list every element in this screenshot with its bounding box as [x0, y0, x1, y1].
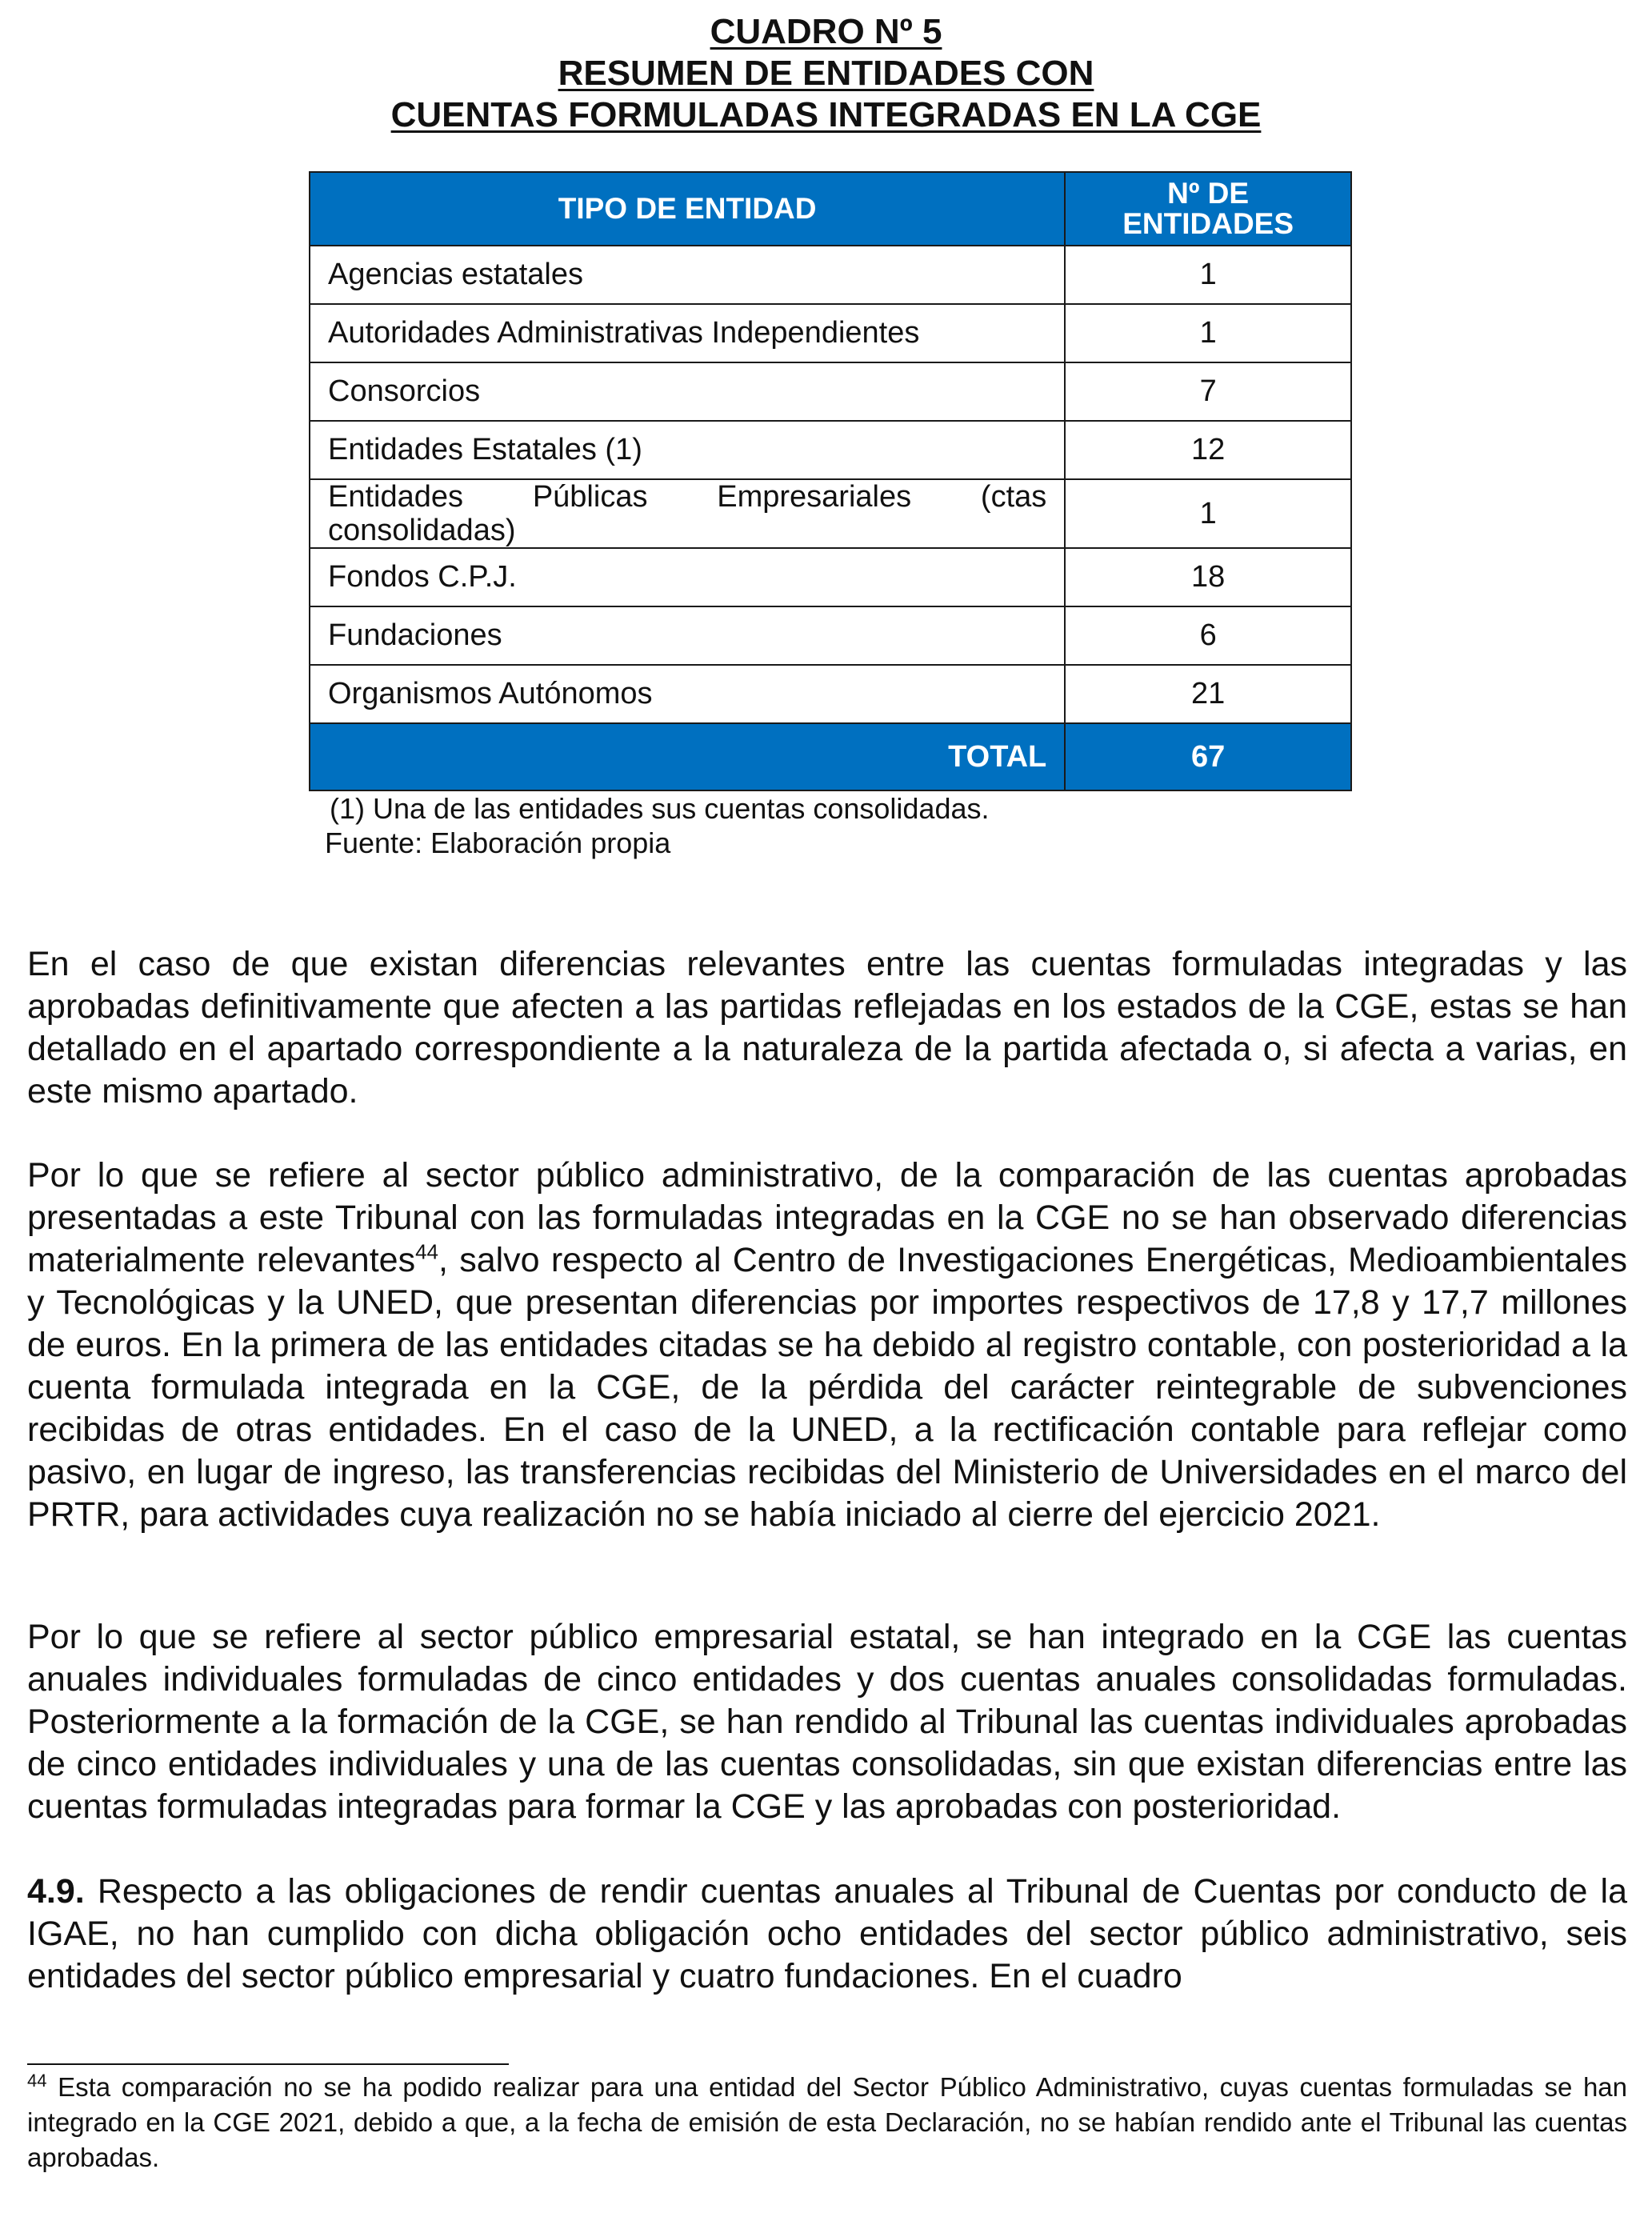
paragraph-3: Por lo que se refiere al sector público empresarial estatal, se han integrado en la CGE las cuentas anuales individuales formuladas de cinco entidades y dos cuentas anuales consolidadas formuladas. Posteriormente a la formación de la CGE, se han rendido al Tribunal las cuentas individuales aprobadas de cinco entidades individuales y una de las cuentas consolidadas, sin que existan diferencias entre las cuentas formuladas integradas para formar la CGE y las aprobadas con posterioridad. — [27, 1618, 1627, 1826]
footnote-text: Esta comparación no se ha podido realizar para una entidad del Sector Público Administrativo, cuyas cuentas formuladas se han integrado en la CGE 2021, debido a que, a la fecha de emisión de esta Declaración, no se habían rendido ante el Tribunal las cuentas aprobadas. — [27, 2072, 1627, 2172]
table-row — [310, 606, 1351, 665]
total-label: TOTAL — [310, 723, 1065, 790]
table-total-row — [310, 723, 1351, 790]
header-count-line-1: Nº DE — [1167, 177, 1250, 210]
entity-count-cell: 6 — [1065, 606, 1351, 665]
entity-type-cell: Entidades Públicas Empresariales (ctas consolidadas) — [310, 479, 1065, 548]
table-title — [0, 11, 1652, 136]
footnote-number: 44 — [27, 2071, 47, 2091]
footnote — [27, 2070, 1627, 2175]
title-line-3: CUENTAS FORMULADAS INTEGRADAS EN LA CGE — [390, 95, 1262, 134]
title-line-2: RESUMEN DE ENTIDADES CON — [558, 54, 1094, 93]
table-source: Fuente: Elaboración propia — [325, 826, 671, 859]
entity-type-cell: Entidades Estatales (1) — [310, 421, 1065, 479]
entities-summary-table — [309, 171, 1352, 791]
total-value: 67 — [1065, 723, 1351, 790]
table-row — [310, 421, 1351, 479]
table-row — [310, 479, 1351, 548]
table-note: (1) Una de las entidades sus cuentas consolidadas. — [330, 792, 990, 825]
entity-type-cell: Agencias estatales — [310, 246, 1065, 304]
paragraph-1: En el caso de que existan diferencias relevantes entre las cuentas formuladas integradas y las aprobadas definitivamente que afecten a las partidas reflejadas en los estados de la CGE, estas se han detallado en el apartado correspondiente a la naturaleza de la partida afectada o, si afecta a varias, en este mismo apartado. — [27, 945, 1627, 1110]
paragraph-2 — [27, 1155, 1627, 1536]
table-header-row — [310, 172, 1351, 246]
entity-type-cell: Autoridades Administrativas Independientes — [310, 304, 1065, 362]
table-row — [310, 548, 1351, 606]
entity-count-cell: 18 — [1065, 548, 1351, 606]
entity-count-cell: 1 — [1065, 304, 1351, 362]
entity-count-cell: 1 — [1065, 479, 1351, 548]
title-line-1: CUADRO Nº 5 — [710, 12, 942, 51]
entity-count-cell: 21 — [1065, 665, 1351, 723]
entity-type-cell: Consorcios — [310, 362, 1065, 421]
header-count-line-2: ENTIDADES — [1122, 207, 1294, 240]
entity-count-cell: 7 — [1065, 362, 1351, 421]
entity-type-cell: Fondos C.P.J. — [310, 548, 1065, 606]
footnote-reference: 44 — [415, 1239, 439, 1264]
paragraph-4 — [27, 1871, 1627, 1998]
entity-type-cell: Fundaciones — [310, 606, 1065, 665]
entity-type-cell: Organismos Autónomos — [310, 665, 1065, 723]
table-row — [310, 304, 1351, 362]
header-entity-count — [1065, 172, 1351, 246]
entity-count-cell: 1 — [1065, 246, 1351, 304]
header-entity-type: TIPO DE ENTIDAD — [310, 172, 1065, 246]
table-row — [310, 246, 1351, 304]
paragraph-2-text-b: , salvo respecto al Centro de Investigaciones Energéticas, Medioambientales y Tecnológicas y la UNED, que presentan diferencias por importes respectivos de 17,8 y 17,7 millones de euros. En la primera de las entidades citadas se ha debido al registro contable, con posterioridad a la cuenta formulada integrada en la CGE, de la pérdida del carácter reintegrable de subvenciones recibidas de otras entidades. En el caso de la UNED, a la rectificación contable para reflejar como pasivo, en lugar de ingreso, las transferencias recibidas del Ministerio de Universidades en el marco del PRTR, para actividades cuya realización no se había iniciado al cierre del ejercicio 2021. — [27, 1241, 1627, 1534]
table-row — [310, 665, 1351, 723]
entity-count-cell: 12 — [1065, 421, 1351, 479]
section-number: 4.9. — [27, 1872, 85, 1911]
table-row — [310, 362, 1351, 421]
paragraph-2-text-a: Por lo que se refiere al sector público administrativo, de la comparación de las cuentas aprobadas presentadas a este Tribunal con las formuladas integradas en la CGE no se han observado diferencias materialmente relevantes — [27, 1156, 1627, 1279]
paragraph-4-text: Respecto a las obligaciones de rendir cuentas anuales al Tribunal de Cuentas por conducto de la IGAE, no han cumplido con dicha obligación ocho entidades del sector público administrativo, seis entidades del sector público empresarial y cuatro fundaciones. En el cuadro — [27, 1872, 1627, 1995]
footnote-separator — [27, 2063, 509, 2065]
